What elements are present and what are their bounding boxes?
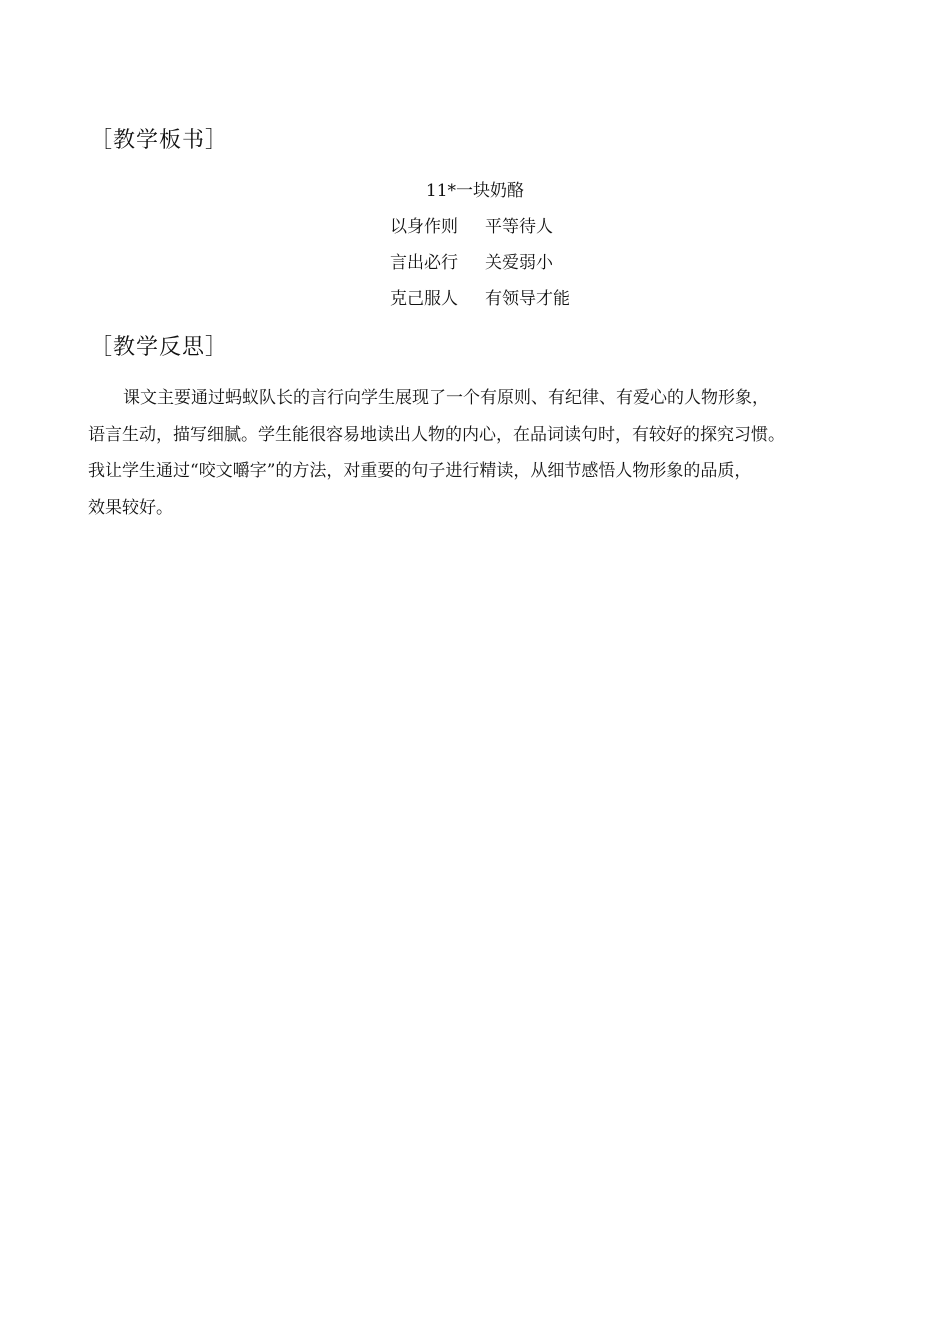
reflection-line: 语言生动，描写细腻。学生能很容易地读出人物的内心，在品词读句时，有较好的探究习惯。 [88,424,785,445]
board-row-left: 言出必行 [390,253,458,273]
board-row-right: 有领导才能 [485,289,570,309]
board-title: 11*一块奶酪 [425,181,525,201]
board-row-left: 以身作则 [390,217,458,237]
reflection-line: 课文主要通过蚂蚁队长的言行向学生展现了一个有原则、有纪律、有爱心的人物形象， [123,388,769,408]
reflection-line: 效果较好。 [88,497,173,518]
board-row [390,212,650,242]
board-row-right: 平等待人 [485,217,553,237]
section-heading-board: ［教学板书］ [90,128,229,153]
board-row [390,248,650,278]
board-row-left: 克己服人 [390,289,458,309]
reflection-line: 我让学生通过“咬文嚼字”的方法，对重要的句子进行精读，从细节感悟人物形象的品质， [88,461,752,481]
board-row [390,284,650,314]
board-row-right: 关爱弱小 [485,253,553,273]
board-writing [0,176,950,309]
reflection-paragraph [88,380,878,526]
section-heading-reflection: ［教学反思］ [90,335,229,360]
